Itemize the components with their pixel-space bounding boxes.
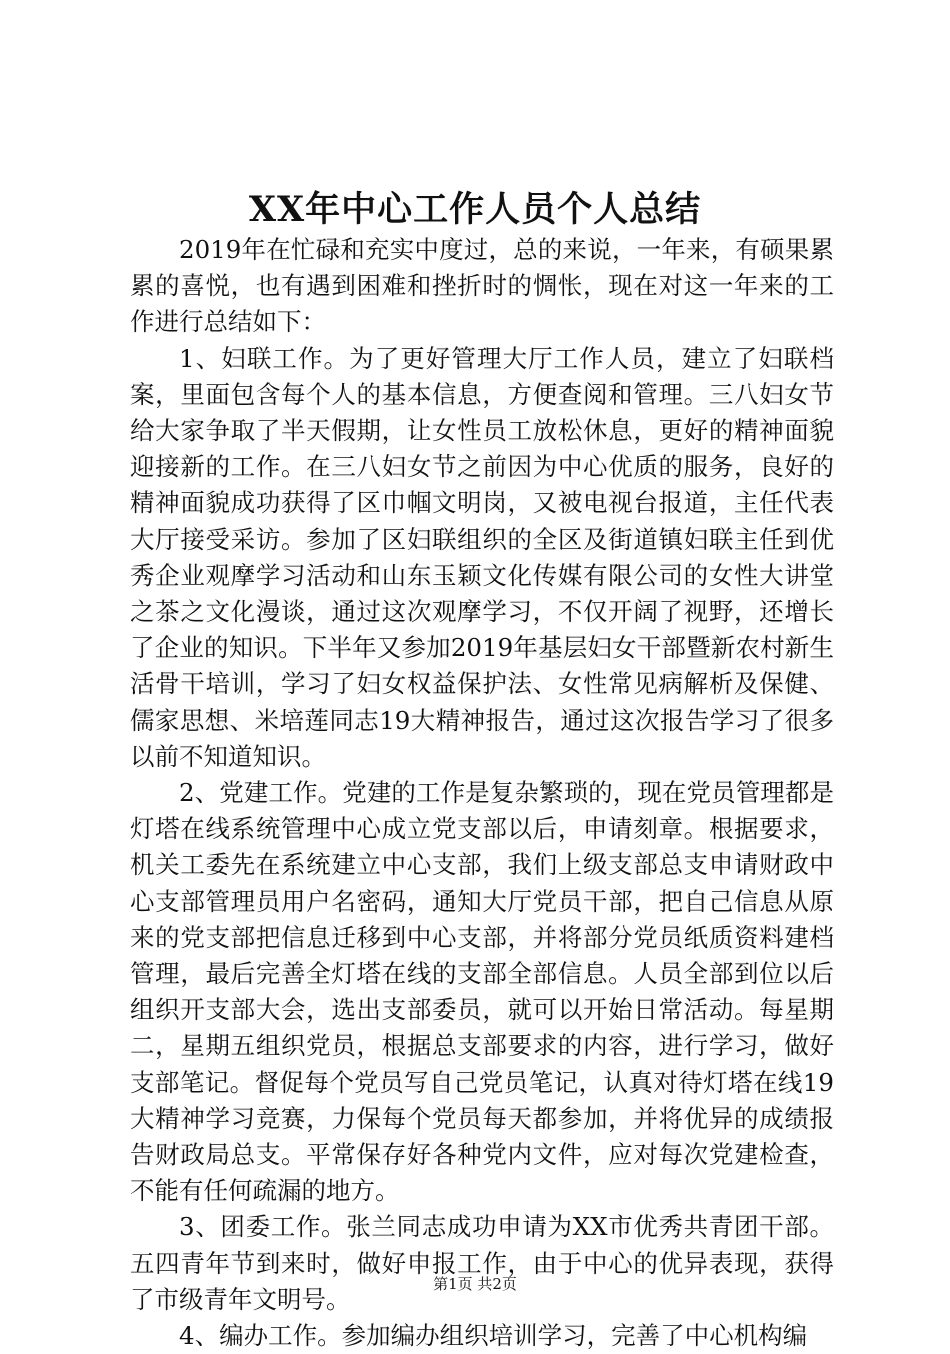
document-title: XX年中心工作人员个人总结 [248, 189, 702, 230]
paragraph-womens-federation: 1、妇联工作。为了更好管理大厅工作人员，建立了妇联档案，里面包含每个人的基本信息，方便查阅和管理。三八妇女节给大家争取了半天假期，让女性员工放松休息，更好的精神面貌迎接新的工作。在三八妇女节之前因为中心优质的服务，良好的精神面貌成功获得了区巾帼文明岗，又被电视台报道，主任代表大厅接受采访。参加了区妇联组织的全区及街道镇妇联主任到优秀企业观摩学习活动和山东玉颖文化传媒有限公司的女性大讲堂之茶之文化漫谈，通过这次观摩学习，不仅开阔了视野，还增长了企业的知识。下半年又参加2019年基层妇女干部暨新农村新生活骨干培训，学习了妇女权益保护法、女性常见病解析及保健、儒家思想、米培莲同志19大精神报告，通过这次报告学习了很多以前不知道知识。 [130, 343, 834, 771]
paragraph-staffing-office: 4、编办工作。参加编办组织培训学习，完善了中心机构编 [179, 1321, 808, 1351]
paragraph-intro: 2019年在忙碌和充实中度过，总的来说，一年来，有硕果累累的喜悦，也有遇到困难和挫折时的惆怅，现在对这一年来的工作进行总结如下： [130, 235, 834, 337]
document-body [130, 232, 834, 1354]
paragraph-youth-league: 3、团委工作。张兰同志成功申请为XX市优秀共青团干部。五四青年节到来时，做好申报工作，由于中心的优异表现，获得了市级青年文明号。 [130, 1212, 834, 1314]
page-number-footer: 第1页 共2页 [433, 1275, 517, 1293]
paragraph-party-building: 2、党建工作。党建的工作是复杂繁琐的，现在党员管理都是灯塔在线系统管理中心成立党支部以后，申请刻章。根据要求，机关工委先在系统建立中心支部，我们上级支部总支申请财政中心支部管理员用户名密码，通知大厅党员干部，把自己信息从原来的党支部把信息迁移到中心支部，并将部分党员纸质资料建档管理，最后完善全灯塔在线的支部全部信息。人员全部到位以后组织开支部大会，选出支部委员，就可以开始日常活动。每星期二，星期五组织党员，根据总支部要求的内容，进行学习，做好支部笔记。督促每个党员写自己党员笔记，认真对待灯塔在线19大精神学习竞赛，力保每个党员每天都参加，并将优异的成绩报告财政局总支。平常保存好各种党内文件，应对每次党建检查，不能有任何疏漏的地方。 [130, 778, 834, 1206]
